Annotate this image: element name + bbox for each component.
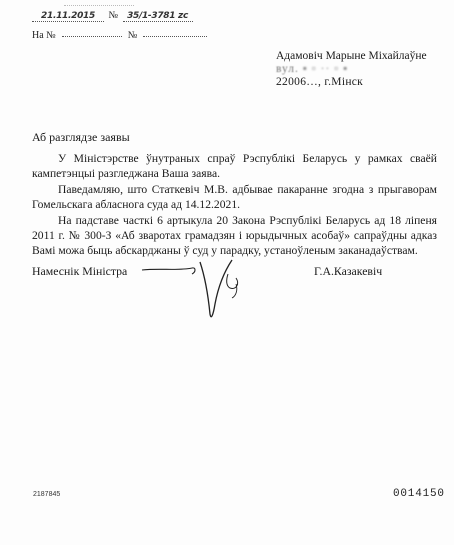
registration-date: 21.11.2015 <box>41 11 95 21</box>
reference-number-label: № <box>127 30 138 41</box>
paragraph-1: У Міністэрстве ўнутраных спраў Рэспублікі Беларусь у рамках сваёй кампетэнцыі разгледжана Ваша заява. <box>32 152 437 180</box>
date-field <box>32 10 104 22</box>
number-label: № <box>108 10 119 21</box>
paragraph-3: На падставе часткі 6 артыкула 20 Закона Рэспублікі Беларусь ад 18 ліпеня 2011 г. № 300-З «Аб зваротах грамадзян і юрыдычных асобаў» сапраўдны адказ Вамі можа быць абскарджаны ў суд у парадку, устаноўленым заканадаўствам. <box>32 214 437 257</box>
reference-field-2 <box>143 35 207 37</box>
handwritten-signature <box>140 254 250 324</box>
reference-label: На № <box>32 30 56 41</box>
registration-line <box>32 10 193 22</box>
signer-name: Г.А.Казакевіч <box>314 264 383 278</box>
reference-line <box>32 30 207 41</box>
subject-line: Аб разглядзе заявы <box>32 130 130 144</box>
recipient-name: Адамовіч Марыне Міхайлаўне <box>276 50 427 62</box>
number-field <box>123 10 193 22</box>
header-edge <box>64 0 134 6</box>
recipient-block <box>276 50 448 89</box>
serial-number: 0014150 <box>393 488 445 500</box>
reference-field-1 <box>62 35 122 37</box>
registration-number: 35/1-3781 zc <box>127 11 189 21</box>
recipient-city: 22006…, г.Мінск <box>276 76 364 88</box>
signer-title: Намеснік Міністра <box>32 264 128 278</box>
document-code: 2187845 <box>33 491 61 498</box>
recipient-street: вул. ▪ ▫ ·· ▫ ▪ <box>276 63 349 75</box>
paragraph-2: Паведамляю, што Статкевіч М.В. адбывае пакаранне згодна з прыгаворам Гомельскага абласнога суда ад 14.12.2021. <box>32 183 437 211</box>
letter-body <box>32 152 437 260</box>
